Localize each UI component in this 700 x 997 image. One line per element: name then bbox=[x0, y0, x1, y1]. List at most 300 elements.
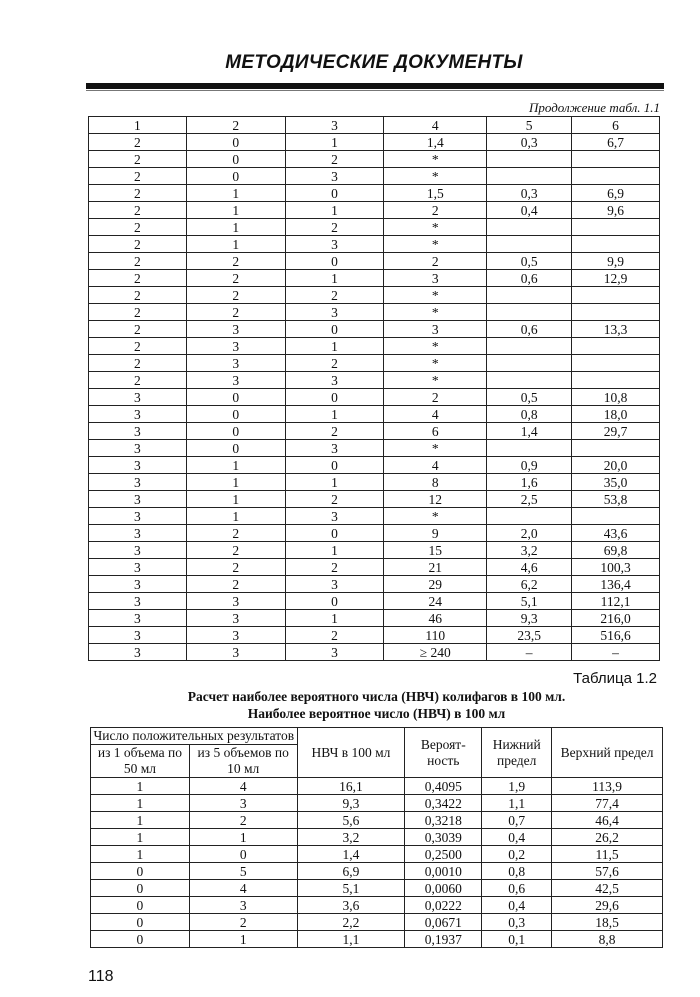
table-cell: 3 bbox=[186, 627, 285, 644]
table-cell: 2 bbox=[186, 304, 285, 321]
table-cell: 6,9 bbox=[297, 863, 405, 880]
table-cell: 2 bbox=[89, 185, 187, 202]
table-cell: 1,4 bbox=[297, 846, 405, 863]
table-cell: ≥ 240 bbox=[384, 644, 487, 661]
table-cell: 6 bbox=[384, 423, 487, 440]
table-cell: 2 bbox=[186, 253, 285, 270]
table-cell: 1 bbox=[89, 117, 187, 134]
table-cell: 0 bbox=[91, 897, 190, 914]
table-cell: 0,3218 bbox=[405, 812, 482, 829]
table-cell: – bbox=[572, 644, 660, 661]
table-cell: 2 bbox=[89, 355, 187, 372]
table-cell: 1 bbox=[186, 474, 285, 491]
table-cell: 1,4 bbox=[384, 134, 487, 151]
table-row bbox=[89, 321, 660, 338]
table-cell: 2 bbox=[384, 253, 487, 270]
table-cell: 3 bbox=[89, 491, 187, 508]
table-cell: 0,6 bbox=[487, 270, 572, 287]
table-row bbox=[89, 440, 660, 457]
table-cell: 3 bbox=[89, 508, 187, 525]
table-cell: 8 bbox=[384, 474, 487, 491]
table-cell: 6,7 bbox=[572, 134, 660, 151]
table-cell bbox=[487, 440, 572, 457]
table-cell: 2 bbox=[89, 270, 187, 287]
table-cell: 5,1 bbox=[297, 880, 405, 897]
table-row bbox=[91, 863, 663, 880]
table-cell: 0 bbox=[91, 914, 190, 931]
table-cell: 42,5 bbox=[552, 880, 663, 897]
table-cell: 46,4 bbox=[552, 812, 663, 829]
table-1-1-continued bbox=[88, 116, 660, 661]
table-cell: 2 bbox=[89, 253, 187, 270]
table-cell: 5,1 bbox=[487, 593, 572, 610]
table-cell: * bbox=[384, 440, 487, 457]
table-cell: 3 bbox=[89, 423, 187, 440]
table-cell bbox=[572, 372, 660, 389]
table-cell: 5 bbox=[487, 117, 572, 134]
table-cell: 2 bbox=[89, 151, 187, 168]
table-row bbox=[89, 219, 660, 236]
table-row bbox=[89, 491, 660, 508]
table-cell bbox=[572, 304, 660, 321]
table-cell: 3 bbox=[285, 117, 384, 134]
table-cell bbox=[487, 287, 572, 304]
table-cell: 0,3 bbox=[482, 914, 552, 931]
table-cell: 2 bbox=[89, 338, 187, 355]
table-cell: 2 bbox=[186, 542, 285, 559]
table-cell: 3,2 bbox=[297, 829, 405, 846]
table-cell: 3 bbox=[89, 627, 187, 644]
table-cell: 0 bbox=[189, 846, 297, 863]
table-cell: 0 bbox=[285, 389, 384, 406]
header-probability: Вероят- ность bbox=[405, 728, 482, 778]
table-cell: 0,0010 bbox=[405, 863, 482, 880]
table-cell: * bbox=[384, 304, 487, 321]
table-cell: 3 bbox=[189, 795, 297, 812]
table-cell: 0,2 bbox=[482, 846, 552, 863]
table-cell: 0,3422 bbox=[405, 795, 482, 812]
table-cell: 1 bbox=[91, 795, 190, 812]
table-cell bbox=[572, 219, 660, 236]
table-cell: 0 bbox=[186, 423, 285, 440]
table-cell: 2 bbox=[186, 559, 285, 576]
table-cell: 0,0671 bbox=[405, 914, 482, 931]
table-row bbox=[89, 134, 660, 151]
table-cell: 0 bbox=[186, 151, 285, 168]
table-cell: 2 bbox=[89, 372, 187, 389]
table-row bbox=[89, 304, 660, 321]
table-cell: 0 bbox=[186, 389, 285, 406]
table-cell: 2 bbox=[384, 389, 487, 406]
table-cell: 69,8 bbox=[572, 542, 660, 559]
table-cell: 1 bbox=[285, 338, 384, 355]
table-row bbox=[89, 338, 660, 355]
table-cell: 57,6 bbox=[552, 863, 663, 880]
table-cell: * bbox=[384, 338, 487, 355]
table-cell: 1 bbox=[285, 474, 384, 491]
table-cell: 1 bbox=[91, 778, 190, 795]
table-cell: 3 bbox=[186, 321, 285, 338]
table-cell: 3 bbox=[285, 168, 384, 185]
table-cell: 3 bbox=[285, 508, 384, 525]
table-cell: 3 bbox=[89, 474, 187, 491]
table-cell: 3 bbox=[285, 304, 384, 321]
header-rule bbox=[86, 83, 664, 89]
table-cell: * bbox=[384, 219, 487, 236]
running-header: МЕТОДИЧЕСКИЕ ДОКУМЕНТЫ bbox=[225, 52, 523, 73]
table-cell bbox=[487, 219, 572, 236]
table-cell: 5,6 bbox=[297, 812, 405, 829]
table-cell: 2 bbox=[89, 134, 187, 151]
table-row bbox=[89, 202, 660, 219]
table-cell: 24 bbox=[384, 593, 487, 610]
table-cell: 2 bbox=[89, 287, 187, 304]
table-row bbox=[89, 457, 660, 474]
table-cell bbox=[572, 236, 660, 253]
table-row bbox=[89, 236, 660, 253]
table-cell: 3 bbox=[186, 644, 285, 661]
table-cell: 0,5 bbox=[487, 253, 572, 270]
table-cell: 3 bbox=[384, 321, 487, 338]
table-cell: 2 bbox=[285, 355, 384, 372]
table-cell: * bbox=[384, 151, 487, 168]
table-cell: 9,9 bbox=[572, 253, 660, 270]
table-cell: 2 bbox=[189, 812, 297, 829]
table-cell bbox=[487, 304, 572, 321]
header-nvch: НВЧ в 100 мл bbox=[297, 728, 405, 778]
table-cell: 0,0222 bbox=[405, 897, 482, 914]
table-row bbox=[89, 406, 660, 423]
table-row bbox=[89, 644, 660, 661]
table-cell: 0 bbox=[186, 168, 285, 185]
table-cell: 0,8 bbox=[487, 406, 572, 423]
table-cell: 2 bbox=[186, 576, 285, 593]
table-cell: 1 bbox=[285, 270, 384, 287]
table-cell: 3,6 bbox=[297, 897, 405, 914]
table-cell: 6 bbox=[572, 117, 660, 134]
table-cell: 0 bbox=[285, 321, 384, 338]
table-row bbox=[91, 778, 663, 795]
table-cell: 18,0 bbox=[572, 406, 660, 423]
table-cell: 0,7 bbox=[482, 812, 552, 829]
table-cell: 0 bbox=[285, 185, 384, 202]
table-cell: 100,3 bbox=[572, 559, 660, 576]
table-row bbox=[89, 542, 660, 559]
table-row bbox=[89, 270, 660, 287]
table-cell: 29,6 bbox=[552, 897, 663, 914]
table-row bbox=[89, 151, 660, 168]
table-cell: 0,2500 bbox=[405, 846, 482, 863]
table-cell: 4 bbox=[384, 117, 487, 134]
table-cell: 3 bbox=[89, 440, 187, 457]
table-cell: 2 bbox=[285, 627, 384, 644]
table-cell: 0,9 bbox=[487, 457, 572, 474]
table-cell: 1,1 bbox=[297, 931, 405, 948]
table-cell: 1 bbox=[186, 236, 285, 253]
table-cell: 2 bbox=[285, 559, 384, 576]
table-cell: 3 bbox=[89, 559, 187, 576]
table-cell: 2 bbox=[285, 151, 384, 168]
table-header-row bbox=[89, 117, 660, 134]
table-cell: * bbox=[384, 355, 487, 372]
table-cell: 3 bbox=[384, 270, 487, 287]
table-cell: 4 bbox=[384, 457, 487, 474]
table-cell: 3 bbox=[285, 644, 384, 661]
table-cell: 3 bbox=[89, 610, 187, 627]
table-cell bbox=[487, 236, 572, 253]
table-title bbox=[90, 688, 663, 722]
table-cell: 1 bbox=[189, 829, 297, 846]
table-cell: 3 bbox=[89, 525, 187, 542]
table-cell: * bbox=[384, 508, 487, 525]
table-cell: 2 bbox=[189, 914, 297, 931]
table-cell: 0 bbox=[285, 593, 384, 610]
table-cell: 110 bbox=[384, 627, 487, 644]
table-cell: 9,3 bbox=[487, 610, 572, 627]
table-cell: 0,1937 bbox=[405, 931, 482, 948]
table-cell: 77,4 bbox=[552, 795, 663, 812]
table-cell: 5 bbox=[189, 863, 297, 880]
table-row bbox=[89, 253, 660, 270]
table-cell: 3 bbox=[189, 897, 297, 914]
table-cell: 516,6 bbox=[572, 627, 660, 644]
table-cell: 6,9 bbox=[572, 185, 660, 202]
table-row bbox=[91, 880, 663, 897]
table-cell: 3 bbox=[285, 440, 384, 457]
table-row bbox=[89, 372, 660, 389]
table-cell bbox=[487, 508, 572, 525]
table-cell: 10,8 bbox=[572, 389, 660, 406]
table-cell: 29,7 bbox=[572, 423, 660, 440]
table-cell bbox=[572, 355, 660, 372]
table-cell: 15 bbox=[384, 542, 487, 559]
table-cell: 35,0 bbox=[572, 474, 660, 491]
table-cell: 0 bbox=[285, 253, 384, 270]
table-cell: 4 bbox=[189, 778, 297, 795]
table-row bbox=[89, 559, 660, 576]
table-cell: 2 bbox=[285, 219, 384, 236]
table-row bbox=[89, 610, 660, 627]
table-cell: 6,2 bbox=[487, 576, 572, 593]
table-cell: 29 bbox=[384, 576, 487, 593]
table-cell: 12,9 bbox=[572, 270, 660, 287]
table-cell: 2 bbox=[89, 236, 187, 253]
table-cell: 2,0 bbox=[487, 525, 572, 542]
table-cell: 3 bbox=[89, 389, 187, 406]
table-cell: 0,6 bbox=[482, 880, 552, 897]
table-label: Таблица 1.2 bbox=[573, 670, 657, 687]
table-row bbox=[89, 508, 660, 525]
table-cell: 0 bbox=[285, 457, 384, 474]
table-cell: 0 bbox=[186, 406, 285, 423]
table-cell: 2 bbox=[89, 321, 187, 338]
table-cell: 26,2 bbox=[552, 829, 663, 846]
table-row bbox=[91, 914, 663, 931]
table-cell: 8,8 bbox=[552, 931, 663, 948]
table-cell: 0,4095 bbox=[405, 778, 482, 795]
table-cell: 20,0 bbox=[572, 457, 660, 474]
table-cell: 4,6 bbox=[487, 559, 572, 576]
table-cell: 13,3 bbox=[572, 321, 660, 338]
table-cell: 1 bbox=[189, 931, 297, 948]
table-cell: 9,6 bbox=[572, 202, 660, 219]
table-cell: 2 bbox=[186, 117, 285, 134]
table-cell: 3 bbox=[186, 338, 285, 355]
table-cell: 1 bbox=[285, 202, 384, 219]
table-cell: 0 bbox=[91, 880, 190, 897]
table-cell: 2 bbox=[89, 219, 187, 236]
table-cell: 23,5 bbox=[487, 627, 572, 644]
table-cell: 1 bbox=[186, 491, 285, 508]
table-cell bbox=[572, 440, 660, 457]
table-cell: 113,9 bbox=[552, 778, 663, 795]
table-cell: 1 bbox=[186, 202, 285, 219]
table-cell: 2,2 bbox=[297, 914, 405, 931]
header-upper-limit: Верхний предел bbox=[552, 728, 663, 778]
table-cell: 3 bbox=[89, 542, 187, 559]
table-cell: 12 bbox=[384, 491, 487, 508]
table-row bbox=[91, 846, 663, 863]
table-cell: 0,6 bbox=[487, 321, 572, 338]
table-cell: 4 bbox=[384, 406, 487, 423]
table-cell: 2 bbox=[89, 304, 187, 321]
table-cell bbox=[487, 168, 572, 185]
group-header: Число положительных результатов bbox=[91, 728, 298, 745]
table-cell: 0 bbox=[91, 863, 190, 880]
table-cell bbox=[487, 355, 572, 372]
table-cell: 3 bbox=[89, 593, 187, 610]
table-cell: 9 bbox=[384, 525, 487, 542]
table-cell: 2 bbox=[384, 202, 487, 219]
table-title-line-1: Расчет наиболее вероятного числа (НВЧ) колифагов в 100 мл. bbox=[187, 689, 566, 704]
table-cell: 1,1 bbox=[482, 795, 552, 812]
table-row bbox=[89, 355, 660, 372]
table-cell: 136,4 bbox=[572, 576, 660, 593]
table-row bbox=[89, 168, 660, 185]
table-cell: * bbox=[384, 236, 487, 253]
table-row bbox=[89, 287, 660, 304]
table-row bbox=[89, 474, 660, 491]
table-cell: 21 bbox=[384, 559, 487, 576]
header-from-5-volumes: из 5 объемов по 10 мл bbox=[189, 745, 297, 778]
table-cell: 0 bbox=[285, 525, 384, 542]
table-cell: 216,0 bbox=[572, 610, 660, 627]
table-cell: 3 bbox=[285, 372, 384, 389]
table-row bbox=[91, 812, 663, 829]
header-lower-limit: Нижний предел bbox=[482, 728, 552, 778]
table-cell: 53,8 bbox=[572, 491, 660, 508]
table-cell: 0,0060 bbox=[405, 880, 482, 897]
table-cell: 1 bbox=[186, 508, 285, 525]
table-cell: * bbox=[384, 372, 487, 389]
table-cell bbox=[572, 151, 660, 168]
table-row bbox=[89, 593, 660, 610]
table-cell bbox=[487, 151, 572, 168]
table-cell: 9,3 bbox=[297, 795, 405, 812]
table-cell: 2 bbox=[285, 287, 384, 304]
table-cell: 112,1 bbox=[572, 593, 660, 610]
table-cell: 18,5 bbox=[552, 914, 663, 931]
table-cell: 3 bbox=[89, 644, 187, 661]
table-cell: 3 bbox=[285, 576, 384, 593]
page-number: 118 bbox=[88, 968, 114, 985]
table-cell: 1 bbox=[285, 610, 384, 627]
table-cell: 2 bbox=[285, 491, 384, 508]
table-cell: 4 bbox=[189, 880, 297, 897]
table-cell: 3 bbox=[89, 576, 187, 593]
table-cell: 1,5 bbox=[384, 185, 487, 202]
table-title-line-2: Наиболее вероятное число (НВЧ) в 100 мл bbox=[247, 706, 506, 721]
table-row bbox=[89, 185, 660, 202]
table-cell: 1,9 bbox=[482, 778, 552, 795]
table-cell: 1 bbox=[186, 457, 285, 474]
table-cell: 0 bbox=[91, 931, 190, 948]
table-cell: 1 bbox=[91, 812, 190, 829]
table-cell: 1,6 bbox=[487, 474, 572, 491]
table-cell: 0,4 bbox=[482, 897, 552, 914]
table-cell: 0,3 bbox=[487, 134, 572, 151]
table-cell: 0,4 bbox=[482, 829, 552, 846]
table-cell: 1 bbox=[186, 185, 285, 202]
table-row bbox=[91, 897, 663, 914]
table-cell: 1 bbox=[91, 829, 190, 846]
table-cell: 3 bbox=[186, 593, 285, 610]
table-cell: 1 bbox=[285, 406, 384, 423]
header-from-1-volume: из 1 объема по 50 мл bbox=[91, 745, 190, 778]
table-1-2 bbox=[90, 727, 663, 948]
table-cell: * bbox=[384, 168, 487, 185]
table-row bbox=[91, 795, 663, 812]
table-cell bbox=[572, 508, 660, 525]
table-cell bbox=[487, 372, 572, 389]
table-cell: 3 bbox=[186, 355, 285, 372]
table-cell: 1 bbox=[285, 542, 384, 559]
table-cell: 0 bbox=[186, 440, 285, 457]
table-cell: * bbox=[384, 287, 487, 304]
table-cell: 0,3039 bbox=[405, 829, 482, 846]
table-cell: 2 bbox=[186, 525, 285, 542]
table-cell: 2 bbox=[186, 270, 285, 287]
table-cell: 3 bbox=[89, 406, 187, 423]
table-cell bbox=[487, 338, 572, 355]
table-row bbox=[89, 389, 660, 406]
table-cell: 2 bbox=[186, 287, 285, 304]
table-row bbox=[89, 423, 660, 440]
table-row bbox=[89, 627, 660, 644]
table-cell: – bbox=[487, 644, 572, 661]
table-cell: 1 bbox=[285, 134, 384, 151]
table-cell: 0,1 bbox=[482, 931, 552, 948]
table-row bbox=[91, 829, 663, 846]
table-cell: 1 bbox=[91, 846, 190, 863]
table-cell: 3 bbox=[186, 610, 285, 627]
table-cell: 0,3 bbox=[487, 185, 572, 202]
table-cell bbox=[572, 168, 660, 185]
table-continuation-caption: Продолжение табл. 1.1 bbox=[529, 100, 660, 115]
table-cell: 0,8 bbox=[482, 863, 552, 880]
table-cell: 1,4 bbox=[487, 423, 572, 440]
table-cell: 3 bbox=[186, 372, 285, 389]
table-cell: 2 bbox=[89, 202, 187, 219]
table-cell bbox=[572, 338, 660, 355]
table-row bbox=[91, 931, 663, 948]
table-cell: 2 bbox=[89, 168, 187, 185]
table-cell: 1 bbox=[186, 219, 285, 236]
header-rule-thin bbox=[86, 90, 664, 91]
table-cell: 3,2 bbox=[487, 542, 572, 559]
table-cell: 11,5 bbox=[552, 846, 663, 863]
table-cell: 0,5 bbox=[487, 389, 572, 406]
